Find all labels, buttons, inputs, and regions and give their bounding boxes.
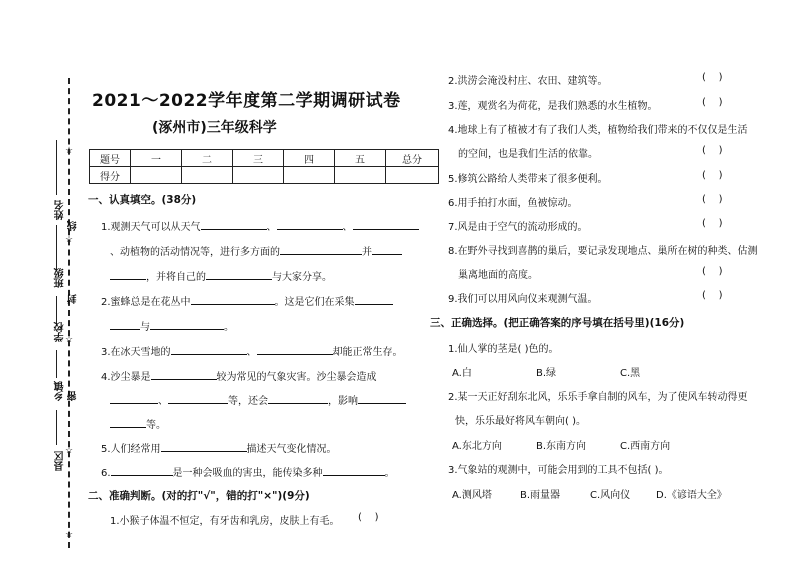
score-cell: 四 (284, 150, 335, 167)
fill-blank[interactable] (110, 269, 146, 280)
fill-blank[interactable] (191, 294, 275, 305)
margin-star: ☆ (65, 235, 74, 245)
fill-blank[interactable] (161, 441, 247, 452)
judge-q9: 9.我们可以用风向仪来观测气温。 (448, 294, 598, 305)
choice-option[interactable]: A.白 (452, 368, 472, 379)
fill-blank[interactable] (277, 219, 343, 230)
q1-1-line3 (110, 268, 332, 283)
fill-blank[interactable] (206, 269, 272, 280)
score-input-cell[interactable] (386, 167, 439, 184)
fill-blank[interactable] (358, 393, 406, 404)
q-text: 较为常见的气象灾害。沙尘暴会造成 (216, 372, 377, 383)
section2-heading: 二、准确判断。(对的打"√"，错的打"×")(9分) (88, 490, 310, 502)
q-text: 与大家分享。 (272, 272, 332, 283)
fill-blank[interactable] (110, 319, 140, 330)
fill-blank[interactable] (353, 219, 419, 230)
choice-option[interactable]: C.西南方向 (620, 441, 671, 452)
judge-q4-line2: 的空间，也是我们生活的依靠。 (458, 149, 598, 160)
fill-blank[interactable] (111, 465, 173, 476)
q-text: 6. (101, 468, 111, 479)
district-label: 县区 (55, 451, 66, 471)
choice-q1: 1.仙人掌的茎是( )色的。 (448, 344, 559, 355)
judge-answer-paren[interactable]: ( ) (702, 290, 723, 301)
seal-feng-char: 封 (68, 294, 79, 304)
judge-answer-paren[interactable]: ( ) (358, 512, 379, 523)
fill-blank[interactable] (268, 393, 328, 404)
q-text: 与 (140, 322, 150, 333)
seal-mi-char: 密 (68, 391, 79, 401)
q-text: 3.在冰天雪地的 (101, 347, 171, 358)
fill-blank[interactable] (150, 319, 224, 330)
score-input-cell[interactable] (131, 167, 182, 184)
name-label: 姓名 (55, 200, 66, 220)
q-text: ，并将自己的 (146, 272, 206, 283)
q1-5 (101, 440, 337, 455)
choice-q3: 3.气象站的观测中，可能会用到的工具不包括( )。 (448, 465, 669, 476)
judge-q7: 7.风是由于空气的流动形成的。 (448, 222, 588, 233)
q-text: 2.蜜蜂总是在花丛中 (101, 297, 191, 308)
q-text: 、动植物的活动情况等，进行多方面的 (110, 247, 280, 258)
fill-blank[interactable] (257, 344, 333, 355)
score-cell: 一 (131, 150, 182, 167)
town-blank[interactable] (56, 350, 57, 378)
q1-1-line2 (110, 243, 402, 258)
judge-q5: 5.修筑公路给人类带来了很多便利。 (448, 174, 608, 185)
judge-answer-paren[interactable]: ( ) (702, 266, 723, 277)
q1-4-line3 (110, 416, 166, 431)
margin-star: ☆ (65, 146, 74, 156)
q-text: 。这是它们在采集 (274, 297, 355, 308)
q1-4-line2 (110, 392, 406, 407)
school-label: 学校 (55, 322, 66, 342)
fill-blank[interactable] (171, 344, 247, 355)
judge-answer-paren[interactable]: ( ) (702, 145, 723, 156)
class-blank[interactable] (56, 225, 57, 270)
score-table-score-row (90, 167, 439, 184)
choice-option[interactable]: A.东北方向 (452, 441, 502, 452)
choice-q2-line2: 快，乐乐最好将风车朝向( )。 (455, 416, 586, 427)
q-text: ，影响 (328, 396, 358, 407)
judge-answer-paren[interactable]: ( ) (702, 170, 723, 181)
q1-1-line1 (101, 218, 419, 233)
q-text: 、 (342, 222, 353, 233)
score-input-cell[interactable] (182, 167, 233, 184)
fill-blank[interactable] (110, 393, 158, 404)
score-input-cell[interactable] (284, 167, 335, 184)
choice-option[interactable]: B.东南方向 (536, 441, 587, 452)
town-label: 乡镇 (55, 381, 66, 401)
score-cell: 题号 (90, 150, 131, 167)
score-input-cell[interactable] (233, 167, 284, 184)
seal-line-char: 线 (68, 221, 79, 231)
fill-blank[interactable] (110, 417, 146, 428)
choice-option[interactable]: B.雨量器 (520, 490, 561, 501)
margin-star: ☆ (65, 335, 74, 345)
q-text: 。 (224, 322, 234, 333)
fill-blank[interactable] (151, 369, 217, 380)
name-blank[interactable] (56, 140, 57, 195)
score-cell: 得分 (90, 167, 131, 184)
judge-q6: 6.用手拍打水面，鱼被惊动。 (448, 198, 578, 209)
q-text: 。 (384, 468, 395, 479)
judge-q3: 3.莲，观赏名为荷花，是我们熟悉的水生植物。 (448, 101, 658, 112)
judge-answer-paren[interactable]: ( ) (702, 97, 723, 108)
margin-star: ☆ (65, 530, 74, 540)
q1-3 (101, 343, 403, 358)
choice-q2-line1: 2.某一天正好刮东北风，乐乐手拿自制的风车，为了使风车转动得更 (448, 392, 748, 403)
score-cell: 二 (182, 150, 233, 167)
score-table (89, 149, 439, 184)
fill-blank[interactable] (201, 219, 267, 230)
judge-answer-paren[interactable]: ( ) (702, 218, 723, 229)
q-text: 是一种会吸血的害虫，能传染多种 (172, 468, 323, 479)
score-cell: 五 (335, 150, 386, 167)
choice-option[interactable]: C.风向仪 (590, 490, 631, 501)
choice-option[interactable]: C.黑 (620, 368, 641, 379)
q1-6 (101, 464, 395, 479)
fill-blank[interactable] (323, 465, 385, 476)
score-table-header-row (90, 150, 439, 167)
q-text: 1.观测天气可以从天气 (101, 222, 201, 233)
score-cell: 三 (233, 150, 284, 167)
judge-q8-line2: 巢离地面的高度。 (458, 270, 538, 281)
fill-blank[interactable] (355, 294, 393, 305)
judge-answer-paren[interactable]: ( ) (702, 72, 723, 83)
q-text: 、 (246, 347, 257, 358)
q-text: 并 (362, 247, 372, 258)
judge-q2: 2.洪涝会淹没村庄、农田、建筑等。 (448, 76, 608, 87)
judge-q1: 1.小猴子体温不恒定，有牙齿和乳房，皮肤上有毛。 (110, 516, 340, 527)
fill-blank[interactable] (168, 393, 228, 404)
q1-2-line1 (101, 293, 393, 308)
q1-4-line1 (101, 368, 377, 383)
q-text: 4.沙尘暴是 (101, 372, 151, 383)
choice-option[interactable]: A.测风塔 (452, 490, 492, 501)
choice-option[interactable]: D.《谚语大全》 (656, 490, 727, 501)
section1-heading: 一、认真填空。(38分) (88, 194, 197, 206)
choice-option[interactable]: B.绿 (536, 368, 557, 379)
q-text: 等，还会 (228, 396, 268, 407)
score-input-cell[interactable] (335, 167, 386, 184)
exam-title: 2021～2022学年度第二学期调研试卷 (92, 91, 401, 111)
fill-blank[interactable] (280, 244, 362, 255)
q-text: 描述天气变化情况。 (246, 444, 337, 455)
fill-blank[interactable] (372, 244, 402, 255)
judge-answer-paren[interactable]: ( ) (702, 194, 723, 205)
q-text: 、 (266, 222, 277, 233)
q-text: 5.人们经常用 (101, 444, 161, 455)
q-text: 却能正常生存。 (332, 347, 403, 358)
judge-q4-line1: 4.地球上有了植被才有了我们人类，植物给我们带来的不仅仅是生活 (448, 125, 748, 136)
q-text: 、 (158, 396, 168, 407)
exam-subtitle: (涿州市)三年级科学 (152, 120, 277, 136)
q1-2-line2 (110, 318, 234, 333)
judge-q8-line1: 8.在野外寻找到喜鹊的巢后，要记录发现地点、巢所在树的种类、估测 (448, 246, 758, 257)
q-text: 等。 (146, 420, 166, 431)
margin-star: ☆ (65, 446, 74, 456)
district-blank[interactable] (56, 410, 57, 445)
score-cell: 总分 (386, 150, 439, 167)
class-label: 班级 (55, 268, 66, 288)
section3-heading: 三、正确选择。(把正确答案的序号填在括号里)(16分) (430, 317, 685, 329)
